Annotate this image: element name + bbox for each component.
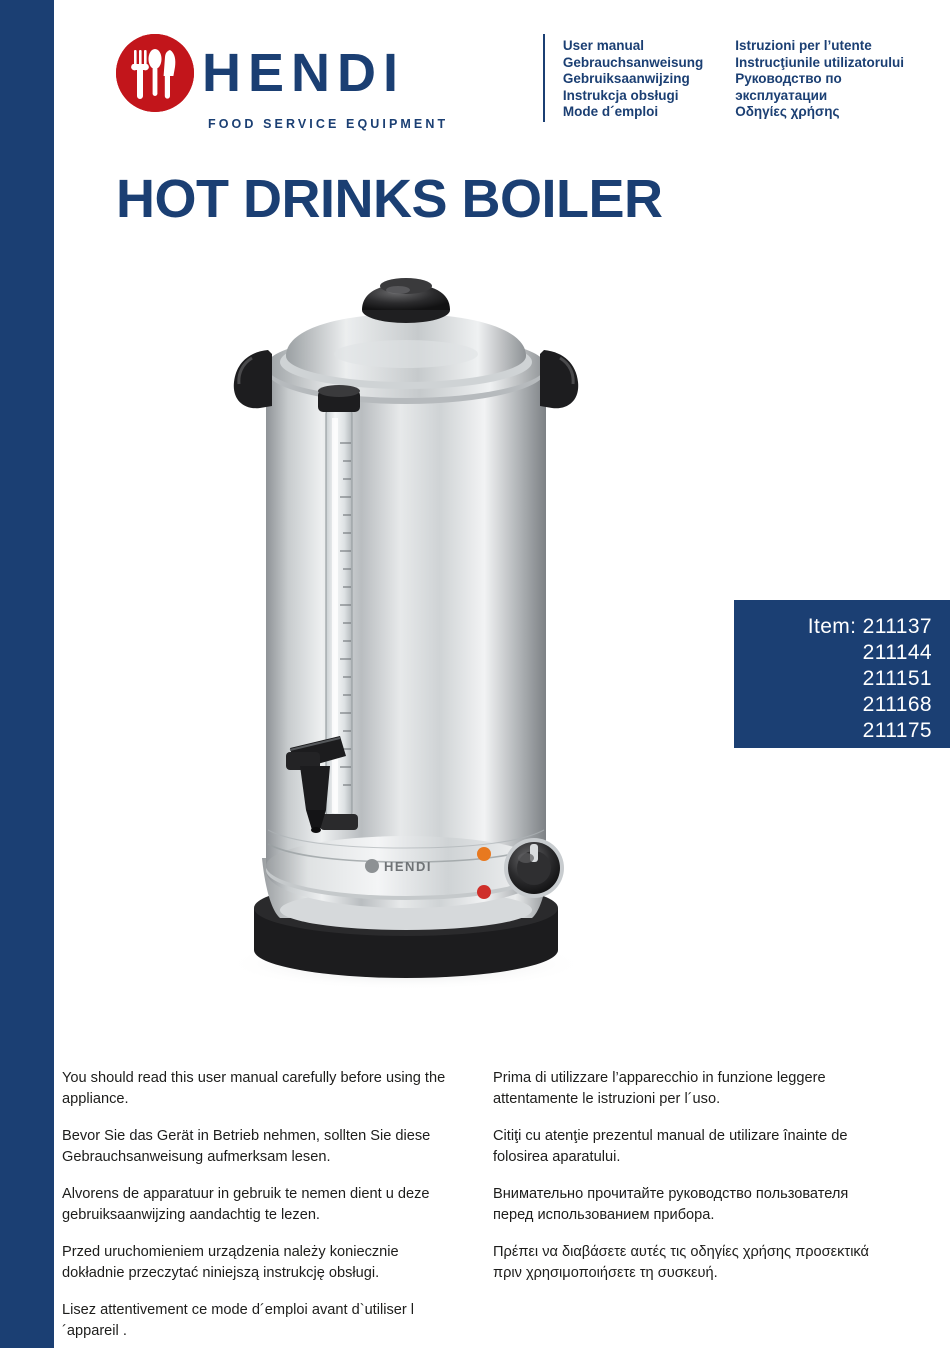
lang-odigies: Οδηγίες χρήσης <box>735 104 840 119</box>
item-number-box <box>734 600 950 748</box>
brand-logo <box>116 34 533 131</box>
notices-section <box>62 1068 892 1358</box>
header-divider <box>543 34 545 122</box>
brand-name: HENDI <box>202 43 406 103</box>
notice-it: Prima di utilizzare l’apparecchio in funzione leggere attentamente le istruzioni per l´uso. <box>493 1070 826 1107</box>
brand-tagline: FOOD SERVICE EQUIPMENT <box>208 117 449 131</box>
notice-ru: Внимательно прочитайте руководство пользователя перед использованием прибора. <box>493 1186 849 1223</box>
lang-gebrauchsanweisung: Gebrauchsanweisung <box>562 54 704 70</box>
lang-gebruiksaanwijzing: Gebruiksaanwijzing <box>562 71 690 86</box>
svg-text:HENDI: HENDI <box>384 859 432 874</box>
language-list-right <box>735 34 936 121</box>
notices-column-right <box>493 1068 892 1358</box>
notice-en: You should read this user manual carefully before using the appliance. <box>62 1070 446 1107</box>
item-number-3: 211151 <box>862 667 932 690</box>
notice-ro: Citiţi cu atenţie prezentul manual de utilizare înainte de folosirea aparatului. <box>493 1128 848 1165</box>
lang-instructiuni: Instrucţiunile utilizatorului <box>735 54 904 70</box>
left-color-band <box>0 0 54 1348</box>
lang-istruzioni: Istruzioni per l’utente <box>735 38 872 53</box>
lang-user-manual: User manual <box>562 38 644 53</box>
hendi-cutlery-icon <box>116 34 194 112</box>
header <box>116 34 936 134</box>
notice-de: Bevor Sie das Gerät in Betrieb nehmen, sollten Sie diese Gebrauchsanweisung aufmerksam lesen. <box>62 1128 431 1165</box>
product-image <box>140 258 660 1048</box>
lang-rukovodstvo: Руководство по эксплуатации <box>735 71 842 103</box>
notices-column-left <box>62 1068 461 1358</box>
item-number-primary: Item: 211137 <box>807 615 932 638</box>
lang-mode-demploi: Mode d´emploi <box>562 104 659 119</box>
product-brand-plate <box>365 859 432 874</box>
item-number-2: 211144 <box>862 641 932 664</box>
notice-el: Πρέπει να διαβάσετε αυτές τις οδηγίες χρήσης προσεκτικά πριν χρησιμοποιήσετε τη συσκευή. <box>493 1244 869 1281</box>
notice-pl: Przed uruchomieniem urządzenia należy koniecznie dokładnie przeczytać niniejszą instrukcję obsługi. <box>62 1244 399 1281</box>
notice-fr: Lisez attentivement ce mode d´emploi avant d`utiliser l´appareil . <box>62 1302 415 1339</box>
notice-nl: Alvorens de apparatuur in gebruik te nemen dient u deze gebruiksaanwijzing aandachtig te lezen. <box>62 1186 430 1223</box>
item-number-4: 211168 <box>862 693 932 716</box>
lang-instrukcja: Instrukcja obsługi <box>562 87 679 103</box>
item-number-5: 211175 <box>862 719 932 742</box>
language-list-left <box>563 34 703 121</box>
logo-row <box>116 34 533 112</box>
hot-drinks-boiler-illustration <box>140 258 660 1048</box>
page-title: HOT DRINKS BOILER <box>116 169 663 229</box>
fork-spoon-knife-icon <box>116 34 194 112</box>
